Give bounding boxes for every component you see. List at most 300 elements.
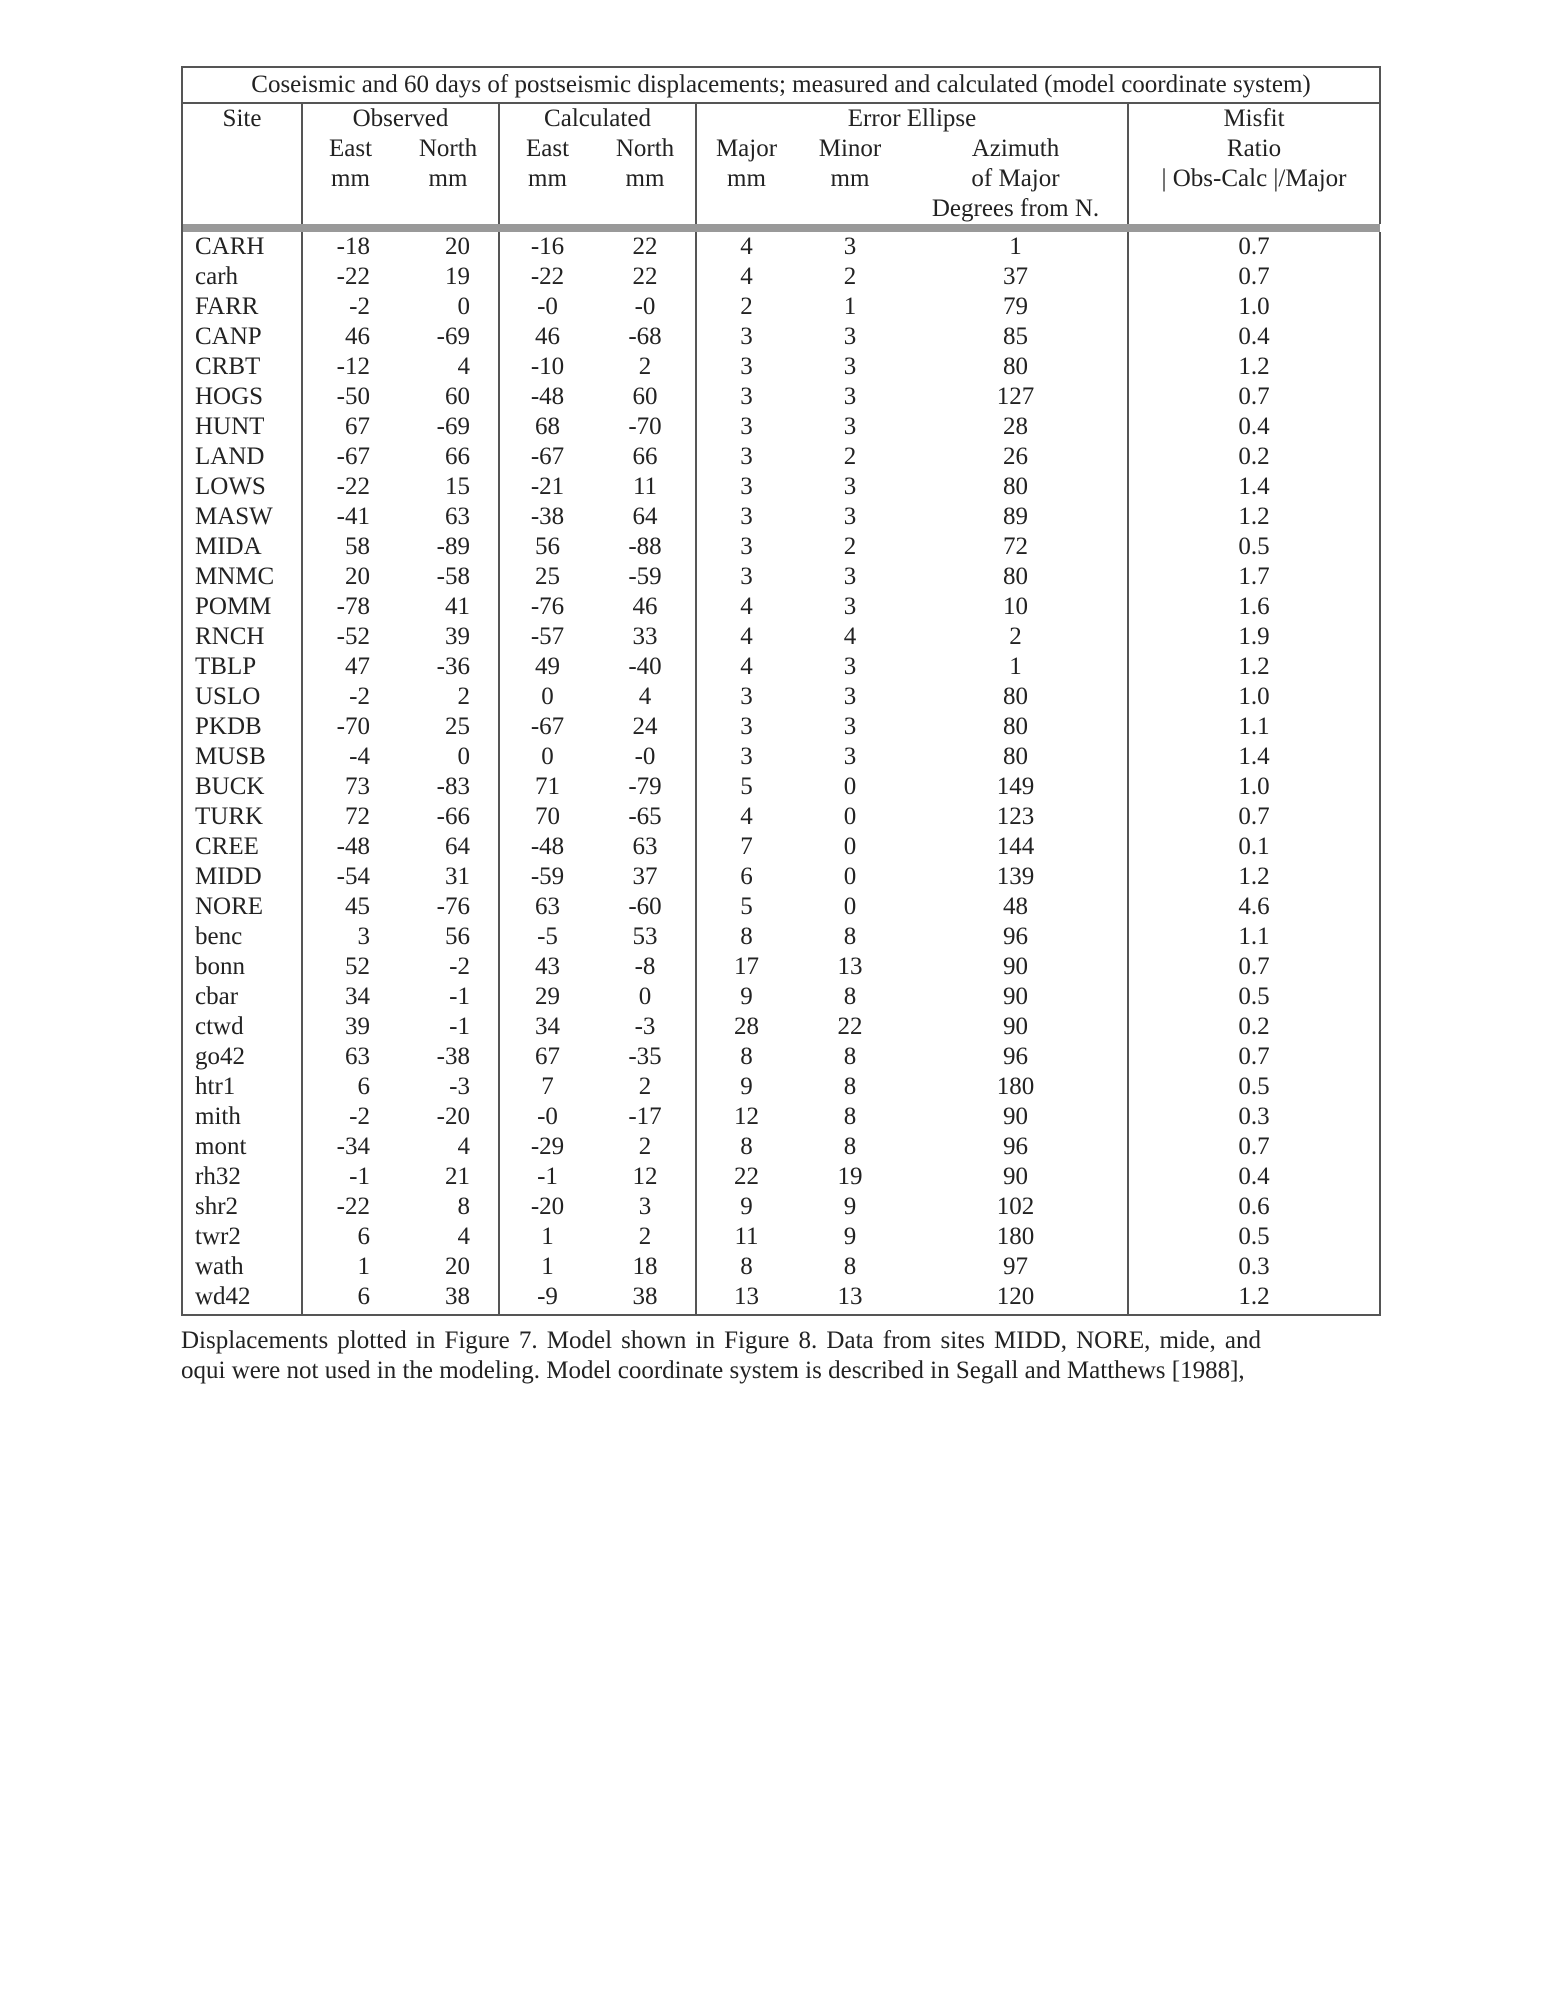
header-minor: Minor xyxy=(818,135,882,162)
observed-north-cell: 56 xyxy=(398,922,499,952)
calculated-east-cell: -38 xyxy=(530,503,565,530)
site-cell: MIDA xyxy=(182,532,302,562)
misfit-ratio-cell: 1.2 xyxy=(1128,862,1380,892)
table-row xyxy=(182,412,1380,442)
minor-cell: 0 xyxy=(843,803,857,830)
azimuth-cell: 72 xyxy=(904,532,1128,562)
major-cell: 3 xyxy=(740,323,753,350)
table-row xyxy=(182,1282,1380,1315)
site-cell: TURK xyxy=(182,802,302,832)
minor-cell: 2 xyxy=(843,263,857,290)
header-spacer xyxy=(302,194,398,224)
calculated-north-cell: 63 xyxy=(595,832,696,862)
calculated-north-cell: 0 xyxy=(595,982,696,1012)
misfit-ratio-cell: 1.0 xyxy=(1128,292,1380,322)
major-cell: 3 xyxy=(740,683,753,710)
calculated-east-cell: 46 xyxy=(535,323,560,350)
observed-east-cell: 6 xyxy=(302,1282,398,1315)
minor-cell: 3 xyxy=(843,413,857,440)
calculated-east-cell: -10 xyxy=(530,353,565,380)
minor-cell: 19 xyxy=(837,1163,863,1190)
observed-north-cell: 63 xyxy=(398,502,499,532)
observed-north-cell: 31 xyxy=(398,862,499,892)
table-row xyxy=(182,352,1380,382)
header-degrees-from-n: Degrees from N. xyxy=(904,194,1128,224)
major-cell: 3 xyxy=(740,503,753,530)
observed-east-cell: -78 xyxy=(336,593,370,620)
observed-east-cell: -1 xyxy=(349,1163,370,1190)
observed-east-cell: -41 xyxy=(336,503,370,530)
header-obs-east: East xyxy=(328,135,373,162)
observed-north-cell: 25 xyxy=(398,712,499,742)
observed-east-cell: -2 xyxy=(349,293,370,320)
header-spacer xyxy=(796,194,904,224)
observed-east-cell: -18 xyxy=(336,233,370,260)
minor-cell: 1 xyxy=(843,293,857,320)
calculated-north-cell: 33 xyxy=(595,622,696,652)
calculated-east-cell: -76 xyxy=(530,593,565,620)
minor-cell: 8 xyxy=(843,1103,857,1130)
observed-north-cell: -58 xyxy=(398,562,499,592)
major-cell: 4 xyxy=(740,593,753,620)
table-row xyxy=(182,382,1380,412)
calculated-east-cell: 7 xyxy=(541,1073,554,1100)
azimuth-cell: 1 xyxy=(904,232,1128,262)
header-obs-calc-major: | Obs-Calc |/Major xyxy=(1128,164,1380,194)
site-cell: CREE xyxy=(182,832,302,862)
azimuth-cell: 90 xyxy=(904,1162,1128,1192)
displacement-table xyxy=(181,66,1381,1316)
site-cell: MIDD xyxy=(182,862,302,892)
site-cell: FARR xyxy=(182,292,302,322)
calculated-east-cell: 68 xyxy=(535,413,560,440)
major-cell: 6 xyxy=(740,863,753,890)
minor-cell: 0 xyxy=(843,773,857,800)
observed-east-cell: 72 xyxy=(345,803,370,830)
major-cell: 4 xyxy=(740,263,753,290)
minor-cell: 2 xyxy=(843,443,857,470)
calculated-north-cell: 22 xyxy=(595,232,696,262)
calculated-east-cell: 0 xyxy=(541,683,554,710)
minor-cell: 2 xyxy=(843,533,857,560)
minor-cell: 3 xyxy=(843,683,857,710)
minor-cell: 0 xyxy=(843,833,857,860)
major-cell: 2 xyxy=(740,293,753,320)
minor-cell: 8 xyxy=(843,1253,857,1280)
calculated-north-cell: 46 xyxy=(595,592,696,622)
misfit-ratio-cell: 4.6 xyxy=(1128,892,1380,922)
calculated-north-cell: -65 xyxy=(595,802,696,832)
observed-north-cell: 8 xyxy=(398,1192,499,1222)
observed-east-cell: -22 xyxy=(336,263,370,290)
minor-cell: 3 xyxy=(843,383,857,410)
calculated-east-cell: 1 xyxy=(541,1253,554,1280)
calculated-north-cell: -70 xyxy=(595,412,696,442)
observed-north-cell: 60 xyxy=(398,382,499,412)
observed-east-cell: 67 xyxy=(345,413,370,440)
calculated-east-cell: -0 xyxy=(537,1103,558,1130)
site-cell: CRBT xyxy=(182,352,302,382)
table-row xyxy=(182,1192,1380,1222)
table-row xyxy=(182,892,1380,922)
observed-north-cell: -20 xyxy=(398,1102,499,1132)
azimuth-cell: 37 xyxy=(904,262,1128,292)
observed-east-cell: 1 xyxy=(357,1253,370,1280)
observed-north-cell: 2 xyxy=(398,682,499,712)
table-body xyxy=(182,232,1380,1315)
header-of-major: of Major xyxy=(904,164,1128,194)
misfit-ratio-cell: 0.5 xyxy=(1128,982,1380,1012)
table-row xyxy=(182,712,1380,742)
azimuth-cell: 144 xyxy=(904,832,1128,862)
calculated-east-cell: -1 xyxy=(537,1163,558,1190)
header-spacer xyxy=(595,194,696,224)
calculated-north-cell: 11 xyxy=(595,472,696,502)
header-major: Major xyxy=(715,135,778,162)
major-cell: 3 xyxy=(740,713,753,740)
observed-north-cell: -38 xyxy=(398,1042,499,1072)
major-cell: 4 xyxy=(740,623,753,650)
header-unit: mm xyxy=(331,165,370,192)
misfit-ratio-cell: 1.1 xyxy=(1128,922,1380,952)
misfit-ratio-cell: 0.7 xyxy=(1128,232,1380,262)
site-cell: TBLP xyxy=(182,652,302,682)
site-cell: cbar xyxy=(182,982,302,1012)
observed-north-cell: 41 xyxy=(398,592,499,622)
site-cell: ctwd xyxy=(182,1012,302,1042)
azimuth-cell: 80 xyxy=(904,472,1128,502)
header-spacer xyxy=(1128,194,1380,224)
minor-cell: 8 xyxy=(843,1133,857,1160)
minor-cell: 8 xyxy=(843,1043,857,1070)
misfit-ratio-cell: 0.7 xyxy=(1128,1042,1380,1072)
calculated-east-cell: -29 xyxy=(530,1133,565,1160)
calculated-north-cell: 38 xyxy=(595,1282,696,1315)
misfit-ratio-cell: 0.7 xyxy=(1128,802,1380,832)
azimuth-cell: 149 xyxy=(904,772,1128,802)
observed-north-cell: -83 xyxy=(398,772,499,802)
table-row xyxy=(182,562,1380,592)
calculated-north-cell: -35 xyxy=(595,1042,696,1072)
calculated-east-cell: -20 xyxy=(530,1193,565,1220)
calculated-north-cell: -68 xyxy=(595,322,696,352)
minor-cell: 9 xyxy=(843,1223,857,1250)
calculated-east-cell: 71 xyxy=(535,773,560,800)
calculated-north-cell: -88 xyxy=(595,532,696,562)
observed-east-cell: -22 xyxy=(336,1193,370,1220)
table-row xyxy=(182,922,1380,952)
misfit-ratio-cell: 1.7 xyxy=(1128,562,1380,592)
calculated-east-cell: -57 xyxy=(530,623,565,650)
table-row xyxy=(182,1012,1380,1042)
azimuth-cell: 139 xyxy=(904,862,1128,892)
observed-north-cell: -2 xyxy=(398,952,499,982)
observed-east-cell: 58 xyxy=(345,533,370,560)
table-row xyxy=(182,772,1380,802)
azimuth-cell: 180 xyxy=(904,1222,1128,1252)
header-spacer xyxy=(398,194,499,224)
table-caption: Coseismic and 60 days of postseismic displacements; measured and calculated (model coordinate system) xyxy=(182,67,1380,103)
misfit-ratio-cell: 1.2 xyxy=(1128,1282,1380,1315)
observed-north-cell: -69 xyxy=(398,412,499,442)
observed-north-cell: -1 xyxy=(398,982,499,1012)
table-row xyxy=(182,1042,1380,1072)
calculated-east-cell: 29 xyxy=(535,983,560,1010)
minor-cell: 3 xyxy=(843,233,857,260)
header-error-ellipse: Error Ellipse xyxy=(696,103,1128,134)
observed-north-cell: -76 xyxy=(398,892,499,922)
table-row xyxy=(182,472,1380,502)
header-unit: mm xyxy=(528,165,567,192)
azimuth-cell: 90 xyxy=(904,952,1128,982)
major-cell: 9 xyxy=(740,1073,753,1100)
major-cell: 9 xyxy=(740,983,753,1010)
calculated-east-cell: -9 xyxy=(499,1282,595,1315)
minor-cell: 3 xyxy=(843,743,857,770)
header-site-spacer xyxy=(182,164,302,194)
observed-north-cell: -1 xyxy=(398,1012,499,1042)
calculated-east-cell: -0 xyxy=(537,293,558,320)
site-cell: carh xyxy=(182,262,302,292)
major-cell: 3 xyxy=(740,743,753,770)
observed-east-cell: 73 xyxy=(345,773,370,800)
observed-east-cell: -4 xyxy=(349,743,370,770)
header-site: Site xyxy=(182,103,302,134)
table-row xyxy=(182,982,1380,1012)
site-cell: CARH xyxy=(182,232,302,262)
calculated-east-cell: -5 xyxy=(537,923,558,950)
observed-north-cell: 0 xyxy=(398,292,499,322)
site-cell: LAND xyxy=(182,442,302,472)
misfit-ratio-cell: 0.7 xyxy=(1128,382,1380,412)
minor-cell: 3 xyxy=(843,563,857,590)
header-divider xyxy=(182,224,1380,232)
calculated-east-cell: 34 xyxy=(535,1013,560,1040)
calculated-north-cell: 66 xyxy=(595,442,696,472)
major-cell: 5 xyxy=(740,893,753,920)
site-cell: go42 xyxy=(182,1042,302,1072)
header-obs-north: North xyxy=(398,134,499,164)
calculated-north-cell: 12 xyxy=(595,1162,696,1192)
azimuth-cell: 28 xyxy=(904,412,1128,442)
site-cell: mont xyxy=(182,1132,302,1162)
site-cell: rh32 xyxy=(182,1162,302,1192)
major-cell: 4 xyxy=(740,653,753,680)
header-calc-north: North xyxy=(595,134,696,164)
misfit-ratio-cell: 1.2 xyxy=(1128,352,1380,382)
observed-north-cell: 19 xyxy=(398,262,499,292)
misfit-ratio-cell: 0.3 xyxy=(1128,1102,1380,1132)
table-row xyxy=(182,802,1380,832)
calculated-east-cell: -67 xyxy=(530,443,565,470)
major-cell: 17 xyxy=(734,953,759,980)
azimuth-cell: 85 xyxy=(904,322,1128,352)
misfit-ratio-cell: 0.5 xyxy=(1128,1072,1380,1102)
azimuth-cell: 79 xyxy=(904,292,1128,322)
calculated-north-cell: 3 xyxy=(595,1192,696,1222)
observed-east-cell: -48 xyxy=(336,833,370,860)
observed-east-cell: -67 xyxy=(336,443,370,470)
calculated-east-cell: 56 xyxy=(535,533,560,560)
table-row xyxy=(182,652,1380,682)
observed-north-cell: 4 xyxy=(398,352,499,382)
azimuth-cell: 90 xyxy=(904,1102,1128,1132)
observed-east-cell: -54 xyxy=(336,863,370,890)
major-cell: 3 xyxy=(740,563,753,590)
misfit-ratio-cell: 1.0 xyxy=(1128,772,1380,802)
site-cell: MUSB xyxy=(182,742,302,772)
azimuth-cell: 96 xyxy=(904,922,1128,952)
misfit-ratio-cell: 0.4 xyxy=(1128,322,1380,352)
header-site-spacer xyxy=(182,194,302,224)
minor-cell: 3 xyxy=(843,593,857,620)
site-cell: BUCK xyxy=(182,772,302,802)
site-cell: USLO xyxy=(182,682,302,712)
observed-north-cell: 39 xyxy=(398,622,499,652)
observed-east-cell: 47 xyxy=(345,653,370,680)
observed-east-cell: -2 xyxy=(349,1103,370,1130)
observed-north-cell: 38 xyxy=(398,1282,499,1315)
table-row xyxy=(182,622,1380,652)
azimuth-cell: 127 xyxy=(904,382,1128,412)
major-cell: 3 xyxy=(740,413,753,440)
observed-east-cell: -22 xyxy=(336,473,370,500)
minor-cell: 3 xyxy=(843,473,857,500)
calculated-north-cell: 2 xyxy=(595,1222,696,1252)
azimuth-cell: 102 xyxy=(904,1192,1128,1222)
misfit-ratio-cell: 1.4 xyxy=(1128,742,1380,772)
table-row xyxy=(182,442,1380,472)
azimuth-cell: 2 xyxy=(904,622,1128,652)
site-cell: benc xyxy=(182,922,302,952)
header-ratio: Ratio xyxy=(1128,134,1380,164)
calculated-east-cell: 49 xyxy=(535,653,560,680)
minor-cell: 22 xyxy=(837,1013,863,1040)
misfit-ratio-cell: 0.4 xyxy=(1128,412,1380,442)
observed-east-cell: 45 xyxy=(345,893,370,920)
observed-east-cell: -52 xyxy=(336,623,370,650)
observed-north-cell: -89 xyxy=(398,532,499,562)
site-cell: CANP xyxy=(182,322,302,352)
minor-cell: 8 xyxy=(843,983,857,1010)
misfit-ratio-cell: 0.7 xyxy=(1128,262,1380,292)
calculated-north-cell: 64 xyxy=(595,502,696,532)
observed-north-cell: 4 xyxy=(398,1132,499,1162)
table-row xyxy=(182,1102,1380,1132)
site-cell: mith xyxy=(182,1102,302,1132)
observed-east-cell: -50 xyxy=(336,383,370,410)
observed-north-cell: 66 xyxy=(398,442,499,472)
misfit-ratio-cell: 0.7 xyxy=(1128,952,1380,982)
azimuth-cell: 1 xyxy=(904,652,1128,682)
minor-cell: 3 xyxy=(843,323,857,350)
calculated-north-cell: 4 xyxy=(595,682,696,712)
major-cell: 22 xyxy=(734,1163,759,1190)
observed-north-cell: -69 xyxy=(398,322,499,352)
calculated-north-cell: 18 xyxy=(595,1252,696,1282)
header-unit: mm xyxy=(830,165,870,192)
azimuth-cell: 80 xyxy=(904,682,1128,712)
observed-east-cell: -70 xyxy=(336,713,370,740)
calculated-east-cell: -59 xyxy=(530,863,565,890)
observed-east-cell: 6 xyxy=(357,1073,370,1100)
site-cell: MNMC xyxy=(182,562,302,592)
header-site-spacer xyxy=(182,134,302,164)
observed-north-cell: -36 xyxy=(398,652,499,682)
observed-east-cell: -2 xyxy=(349,683,370,710)
calculated-north-cell: 2 xyxy=(595,1132,696,1162)
observed-north-cell: 0 xyxy=(398,742,499,772)
major-cell: 8 xyxy=(740,1043,753,1070)
table-row xyxy=(182,502,1380,532)
major-cell: 3 xyxy=(740,473,753,500)
calculated-north-cell: -40 xyxy=(595,652,696,682)
misfit-ratio-cell: 0.5 xyxy=(1128,532,1380,562)
site-cell: LOWS xyxy=(182,472,302,502)
header-calculated: Calculated xyxy=(499,103,696,134)
azimuth-cell: 90 xyxy=(904,982,1128,1012)
site-cell: HUNT xyxy=(182,412,302,442)
misfit-ratio-cell: 0.1 xyxy=(1128,832,1380,862)
observed-north-cell: -66 xyxy=(398,802,499,832)
azimuth-cell: 26 xyxy=(904,442,1128,472)
table-row xyxy=(182,292,1380,322)
site-cell: twr2 xyxy=(182,1222,302,1252)
misfit-ratio-cell: 0.4 xyxy=(1128,1162,1380,1192)
calculated-north-cell: 37 xyxy=(595,862,696,892)
site-cell: wd42 xyxy=(182,1282,302,1315)
major-cell: 4 xyxy=(740,233,753,260)
observed-east-cell: 63 xyxy=(345,1043,370,1070)
calculated-east-cell: -67 xyxy=(530,713,565,740)
major-cell: 8 xyxy=(740,1253,753,1280)
azimuth-cell: 10 xyxy=(904,592,1128,622)
major-cell: 7 xyxy=(740,833,753,860)
observed-north-cell: 4 xyxy=(398,1222,499,1252)
calculated-east-cell: 25 xyxy=(535,563,560,590)
major-cell: 4 xyxy=(740,803,753,830)
minor-cell: 0 xyxy=(843,863,857,890)
minor-cell: 3 xyxy=(843,713,857,740)
major-cell: 11 xyxy=(734,1223,759,1250)
site-cell: shr2 xyxy=(182,1192,302,1222)
misfit-ratio-cell: 1.4 xyxy=(1128,472,1380,502)
calculated-north-cell: -79 xyxy=(595,772,696,802)
misfit-ratio-cell: 0.5 xyxy=(1128,1222,1380,1252)
header-spacer xyxy=(499,194,595,224)
header-unit: mm xyxy=(595,164,696,194)
azimuth-cell: 89 xyxy=(904,502,1128,532)
minor-cell: 3 xyxy=(843,353,857,380)
observed-north-cell: -3 xyxy=(398,1072,499,1102)
calculated-north-cell: -3 xyxy=(595,1012,696,1042)
calculated-east-cell: 63 xyxy=(535,893,560,920)
calculated-north-cell: 2 xyxy=(595,1072,696,1102)
site-cell: RNCH xyxy=(182,622,302,652)
table-row xyxy=(182,592,1380,622)
calculated-north-cell: 22 xyxy=(595,262,696,292)
calculated-east-cell: 43 xyxy=(535,953,560,980)
calculated-east-cell: 0 xyxy=(541,743,554,770)
minor-cell: 8 xyxy=(843,1073,857,1100)
minor-cell: 13 xyxy=(796,1282,904,1315)
misfit-ratio-cell: 1.0 xyxy=(1128,682,1380,712)
minor-cell: 8 xyxy=(843,923,857,950)
major-cell: 8 xyxy=(740,1133,753,1160)
table-row xyxy=(182,682,1380,712)
table-row xyxy=(182,1222,1380,1252)
table-row xyxy=(182,262,1380,292)
